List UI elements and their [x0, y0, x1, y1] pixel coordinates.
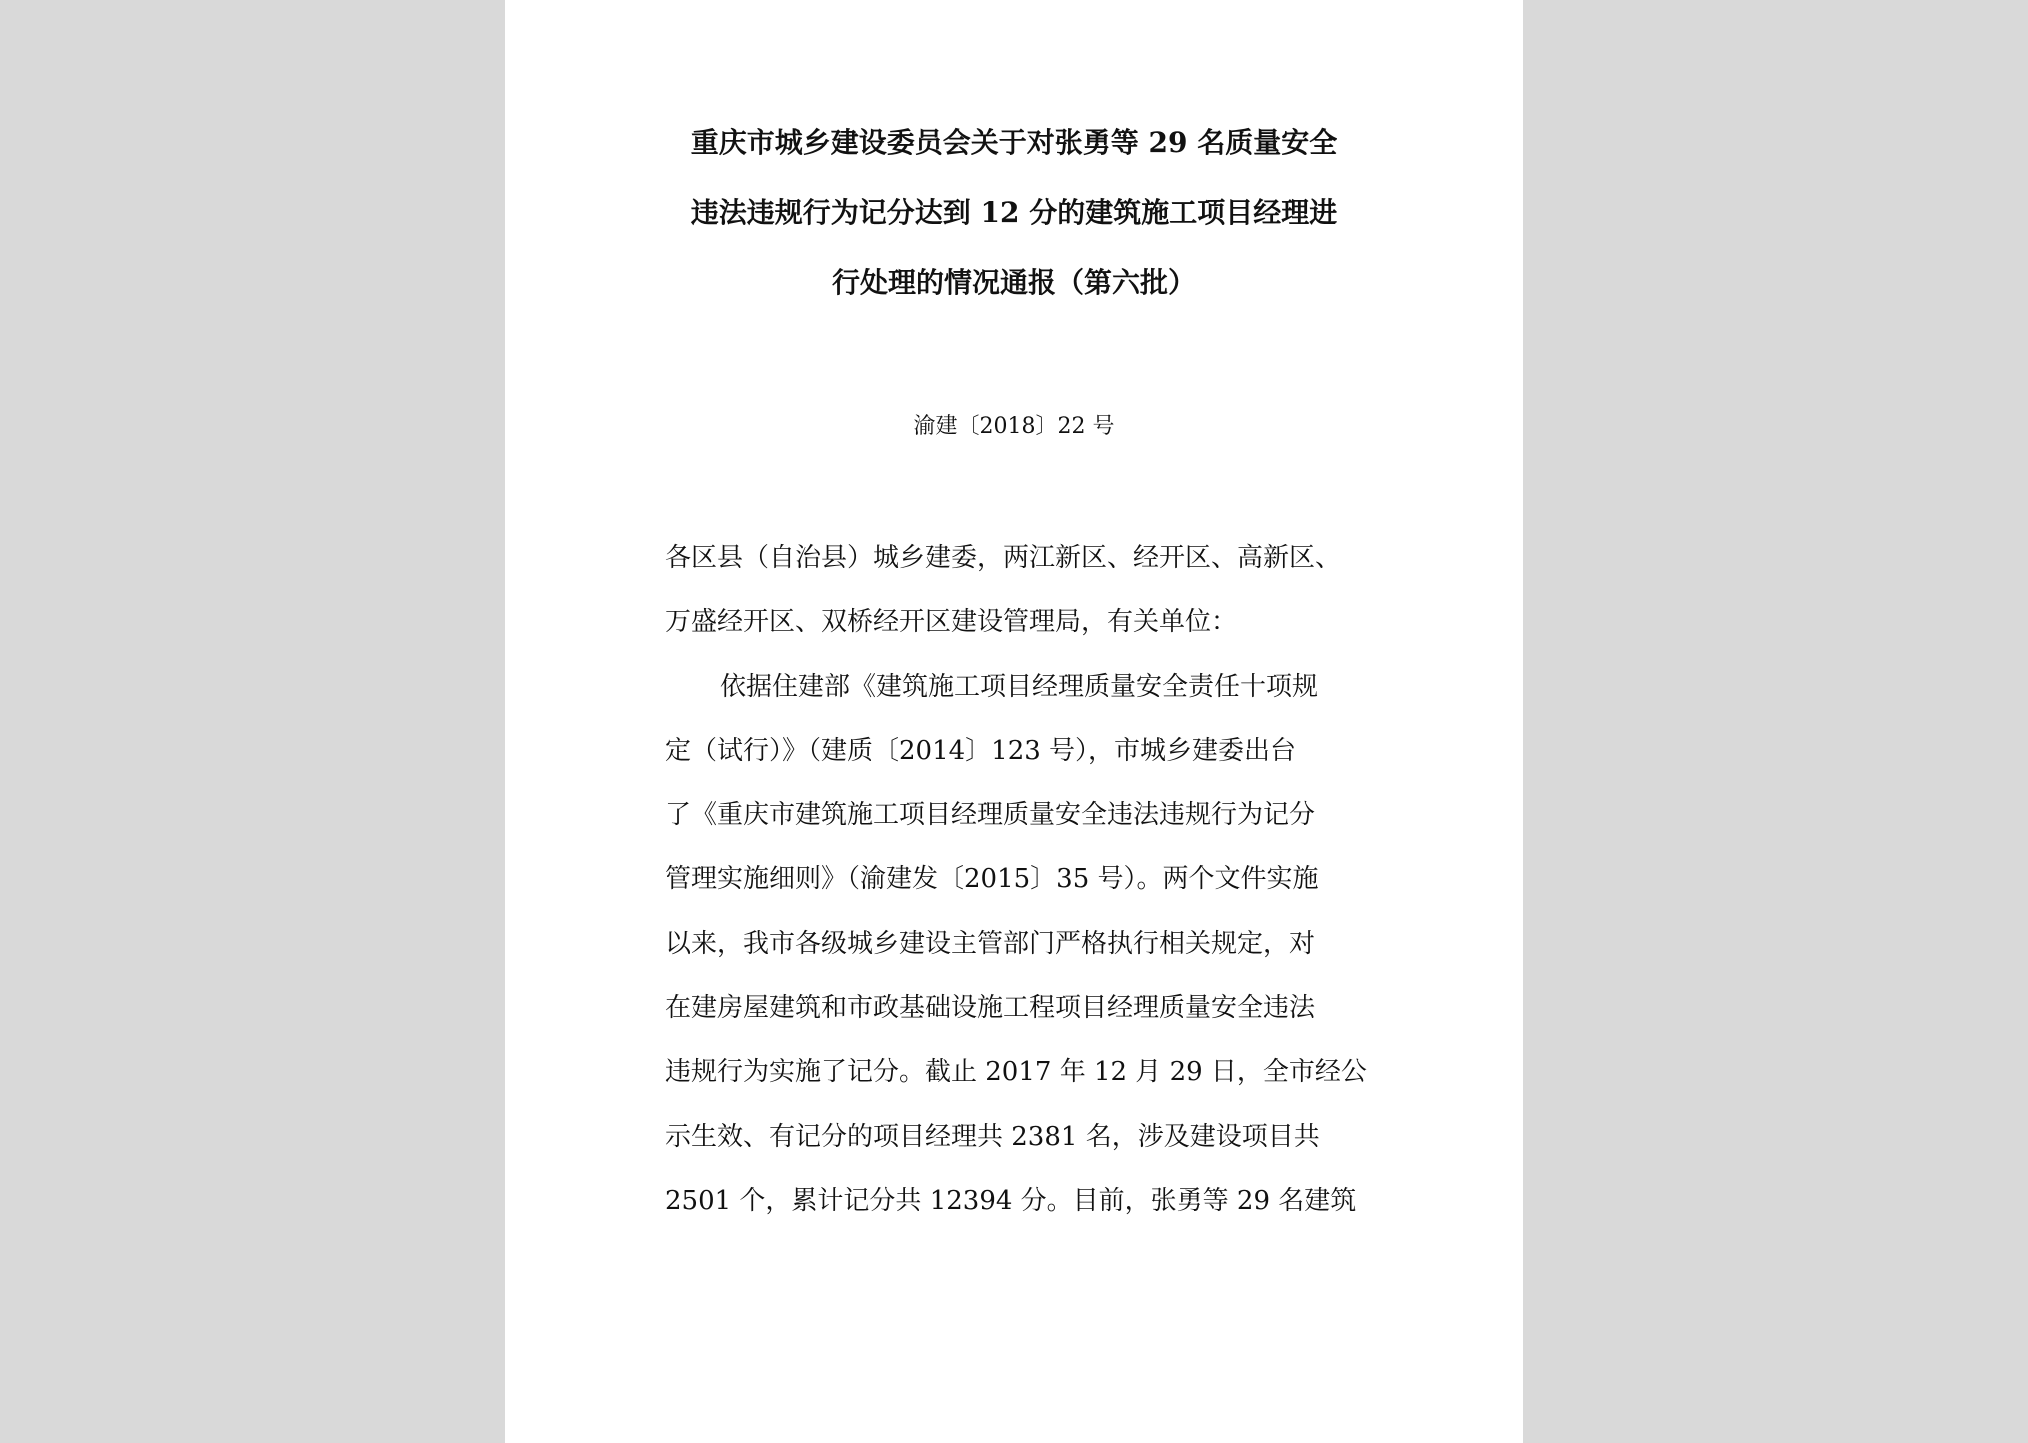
paragraph-line: 了《重庆市建筑施工项目经理质量安全违法违规行为记分 [665, 800, 1316, 831]
paragraph-line: 违规行为实施了记分。截止 2017 年 12 月 29 日，全市经公 [665, 1057, 1367, 1088]
title-line: 行处理的情况通报（第六批） [831, 266, 1196, 299]
document-page [505, 0, 1523, 1443]
document-number: 渝建〔2018〕22 号 [913, 414, 1115, 439]
paragraph-line: 依据住建部《建筑施工项目经理质量安全责任十项规 [720, 671, 1319, 702]
paragraph-line: 2501 个，累计记分共 12394 分。目前，张勇等 29 名建筑 [665, 1185, 1357, 1216]
paragraph-line: 定（试行）》（建质〔2014〕123 号），市城乡建委出台 [665, 735, 1297, 766]
document-title [505, 118, 1523, 328]
paragraph-line: 以来，我市各级城乡建设主管部门严格执行相关规定，对 [665, 928, 1316, 959]
paragraph-line: 管理实施细则》（渝建发〔2015〕35 号）。两个文件实施 [665, 864, 1319, 895]
paragraph-line: 示生效、有记分的项目经理共 2381 名，涉及建设项目共 [665, 1121, 1320, 1152]
addressee-line: 各区县（自治县）城乡建委，两江新区、经开区、高新区、 [665, 543, 1342, 573]
paragraph-line: 在建房屋建筑和市政基础设施工程项目经理质量安全违法 [665, 993, 1316, 1024]
title-line: 违法违规行为记分达到 12 分的建筑施工项目经理进 [690, 196, 1338, 229]
document-body [665, 533, 1445, 1240]
addressee-line: 万盛经开区、双桥经开区建设管理局，有关单位： [665, 607, 1238, 638]
title-line: 重庆市城乡建设委员会关于对张勇等 29 名质量安全 [690, 126, 1338, 159]
